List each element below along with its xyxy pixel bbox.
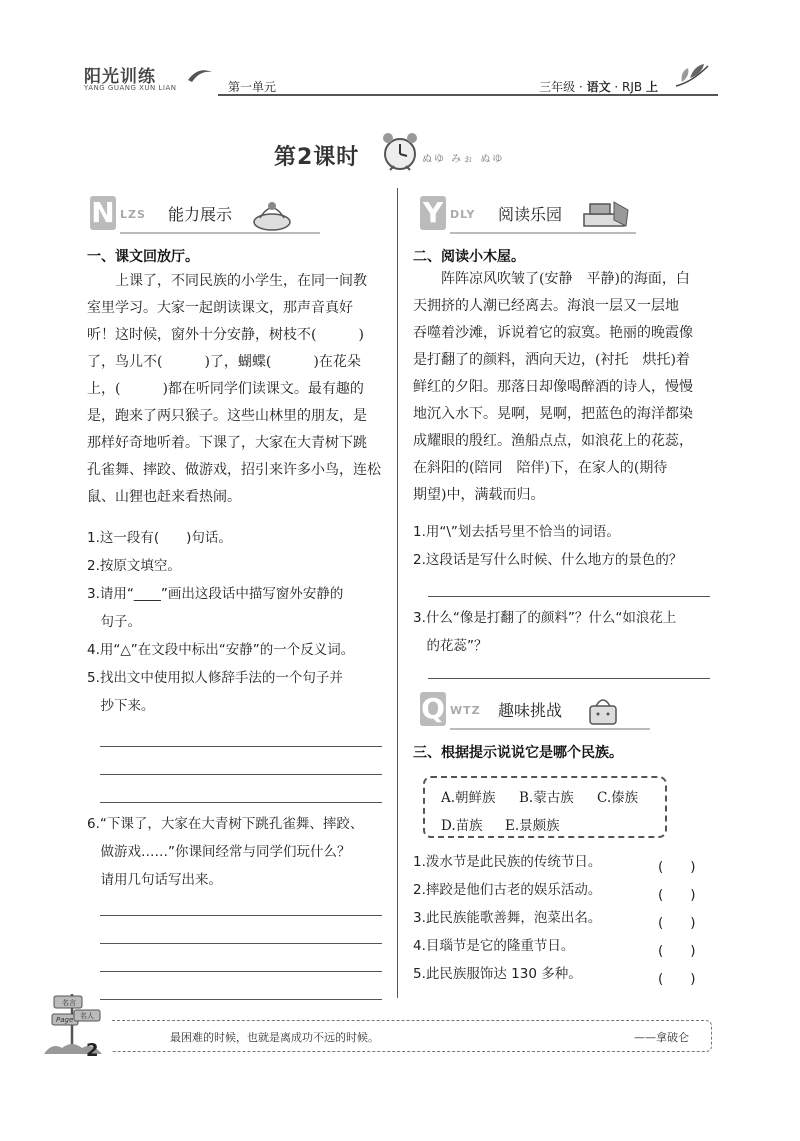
- answer-line[interactable]: [100, 943, 382, 944]
- answer-line[interactable]: [100, 802, 382, 803]
- passage-line: 鲜红的夕阳。那落日却像喝醉酒的诗人，慢慢: [413, 379, 693, 395]
- books-icon: [580, 196, 632, 232]
- section-abbr: LZS: [120, 208, 146, 221]
- option-c: C.傣族: [597, 790, 639, 806]
- question-item: 1.这一段有( )句话。: [87, 530, 232, 546]
- statement-list: [413, 848, 653, 988]
- question-item: 2.这段话是写什么时候、什么地方的景色的？: [413, 552, 683, 568]
- quote-author: ——拿破仑: [634, 1031, 689, 1044]
- answer-line[interactable]: [100, 971, 382, 972]
- section-header-challenge: [420, 692, 720, 732]
- question-item: 做游戏……”你课间经常与同学们玩什么？: [87, 844, 351, 860]
- answer-line[interactable]: [428, 678, 710, 679]
- page-header: [78, 58, 718, 98]
- passage-line: 孔雀舞、摔跤、做游戏，招引来许多小鸟，连松: [87, 462, 381, 478]
- section-underline: [120, 232, 320, 234]
- grade-edition: · RJB: [610, 80, 646, 94]
- grade-prefix: 三年级 ·: [539, 80, 587, 94]
- section-letter: Y: [420, 196, 446, 230]
- left-question-list: [87, 524, 387, 720]
- passage-line: 听！这时候，窗外十分安静，树枝不( ): [87, 327, 364, 343]
- section-header-reading: [420, 196, 720, 236]
- option-e: E.景颇族: [505, 818, 560, 834]
- question-1-title: 一、课文回放厅。: [87, 249, 199, 265]
- question-item: 3.什么“像是打翻了的颜料”？什么“如浪花上: [413, 610, 677, 626]
- column-divider: [397, 188, 398, 998]
- answer-line[interactable]: [100, 774, 382, 775]
- option-d: D.苗族: [441, 818, 483, 834]
- unit-label: 第一单元: [228, 80, 277, 94]
- alarm-clock-icon: [380, 128, 420, 174]
- quote-box: [112, 1020, 712, 1052]
- section-name: 能力展示: [168, 205, 233, 224]
- grade-volume: 上: [645, 80, 658, 94]
- passage-line: 是，跑来了两只猴子。这些山林里的朋友，是: [87, 408, 367, 424]
- passage-line: 鼠、山狸也赶来看热闹。: [87, 489, 241, 505]
- section-header-ability: [90, 196, 390, 236]
- lesson-banner: [272, 128, 532, 178]
- answer-line[interactable]: [100, 999, 382, 1000]
- question-item: 3.请用“____”画出这段话中描写窗外安静的: [87, 586, 344, 602]
- passage-line: 阵阵凉风吹皱了(安静 平静)的海面，白: [441, 271, 690, 287]
- section-name: 阅读乐园: [498, 205, 563, 224]
- brand-logo: [78, 62, 218, 96]
- sign-top-text: 名言: [62, 999, 76, 1007]
- passage-line: 上，( )都在听同学们读课文。最有趣的: [87, 381, 364, 397]
- statement-item: 2.摔跤是他们古老的娱乐活动。: [413, 882, 602, 898]
- question-item: 1.用“\”划去括号里不恰当的词语。: [413, 524, 620, 540]
- question-item: 4.用“△”在文段中标出“安静”的一个反义词。: [87, 642, 355, 658]
- answer-line[interactable]: [428, 596, 710, 597]
- passage-line: 了，鸟儿不( )了，蝴蝶( )在花朵: [87, 354, 361, 370]
- passage-line: 是打翻了的颜料，洒向天边，(衬托 烘托)着: [413, 352, 690, 368]
- option-b: B.蒙古族: [519, 790, 574, 806]
- question-3: [413, 604, 713, 660]
- passage-line: 上课了，不同民族的小学生，在同一间教: [115, 273, 367, 289]
- section-letter: Q: [421, 692, 445, 725]
- lesson-decoration: ぬゆ みぉ ぬゆ: [422, 154, 505, 165]
- sign-mid-text: Page: [56, 1016, 74, 1024]
- question-item: 抄下来。: [87, 698, 155, 714]
- passage-left: [87, 268, 383, 511]
- statement-item: 1.泼水节是此民族的传统节日。: [413, 854, 602, 870]
- statement-item: 3.此民族能歌善舞，泡菜出名。: [413, 910, 602, 926]
- question-3-title: 三、根据提示说说它是哪个民族。: [413, 745, 623, 761]
- question-item: 2.按原文填空。: [87, 558, 181, 574]
- answer-paren[interactable]: ( ): [658, 915, 696, 931]
- section-letter: N: [91, 196, 115, 229]
- stage-icon: [250, 196, 294, 234]
- quote-text: 最困难的时候，也就是离成功不远的时候。: [170, 1031, 379, 1044]
- grade-label: [539, 78, 658, 95]
- passage-right: [413, 266, 709, 509]
- gift-bag-icon: [584, 692, 624, 728]
- right-question-list: [413, 518, 713, 574]
- passage-line: 期望)中，满载而归。: [413, 487, 545, 503]
- answer-line[interactable]: [100, 746, 382, 747]
- answer-paren[interactable]: ( ): [658, 943, 696, 959]
- page-number: 2: [86, 1040, 99, 1061]
- section-name: 趣味挑战: [498, 701, 563, 720]
- brand-title: 阳光训练: [84, 67, 156, 87]
- passage-line: 地沉入水下。晃啊，晃啊，把蓝色的海洋都染: [413, 406, 693, 422]
- section-abbr: DLY: [450, 208, 476, 221]
- passage-line: 天拥挤的人潮已经离去。海浪一层又一层地: [413, 298, 679, 314]
- option-a: A.朝鲜族: [441, 790, 496, 806]
- passage-line: 吞噬着沙滩，诉说着它的寂寞。艳丽的晚霞像: [413, 325, 693, 341]
- section-underline: [450, 232, 636, 234]
- passage-line: 成耀眼的殷红。渔船点点，如浪花上的花蕊，: [413, 433, 693, 449]
- question-item: 句子。: [87, 614, 141, 630]
- answer-paren[interactable]: ( ): [658, 859, 696, 875]
- section-abbr: WTZ: [450, 704, 481, 717]
- question-2-title: 二、阅读小木屋。: [413, 249, 525, 265]
- leaf-icon: [672, 60, 712, 90]
- section-underline: [450, 728, 650, 730]
- lesson-title: 第2课时: [274, 145, 360, 170]
- swoosh-icon: [186, 66, 214, 84]
- question-item: 的花蕊”？: [413, 638, 488, 654]
- answer-line[interactable]: [100, 915, 382, 916]
- brand-subtitle: YANG GUANG XUN LIAN: [84, 84, 177, 92]
- grade-subject: 语文: [586, 80, 611, 94]
- options-box: [423, 776, 667, 838]
- question-item: 5.找出文中使用拟人修辞手法的一个句子并: [87, 670, 343, 686]
- answer-paren[interactable]: ( ): [658, 971, 696, 987]
- question-6: [87, 810, 387, 894]
- question-item: 6.“下课了，大家在大青树下跳孔雀舞、摔跤、: [87, 816, 364, 832]
- sign-right-text: 名人: [80, 1012, 94, 1020]
- passage-line: 室里学习。大家一起朗读课文，那声音真好: [87, 300, 353, 316]
- passage-line: 在斜阳的(陪同 陪伴)下，在家人的(期待: [413, 460, 668, 476]
- question-item: 请用几句话写出来。: [87, 872, 222, 888]
- statement-item: 5.此民族服饰达 130 多种。: [413, 966, 582, 982]
- answer-paren[interactable]: ( ): [658, 887, 696, 903]
- statement-item: 4.目瑙节是它的隆重节日。: [413, 938, 575, 954]
- header-rule: [218, 94, 718, 96]
- passage-line: 那样好奇地听着。下课了，大家在大青树下跳: [87, 435, 367, 451]
